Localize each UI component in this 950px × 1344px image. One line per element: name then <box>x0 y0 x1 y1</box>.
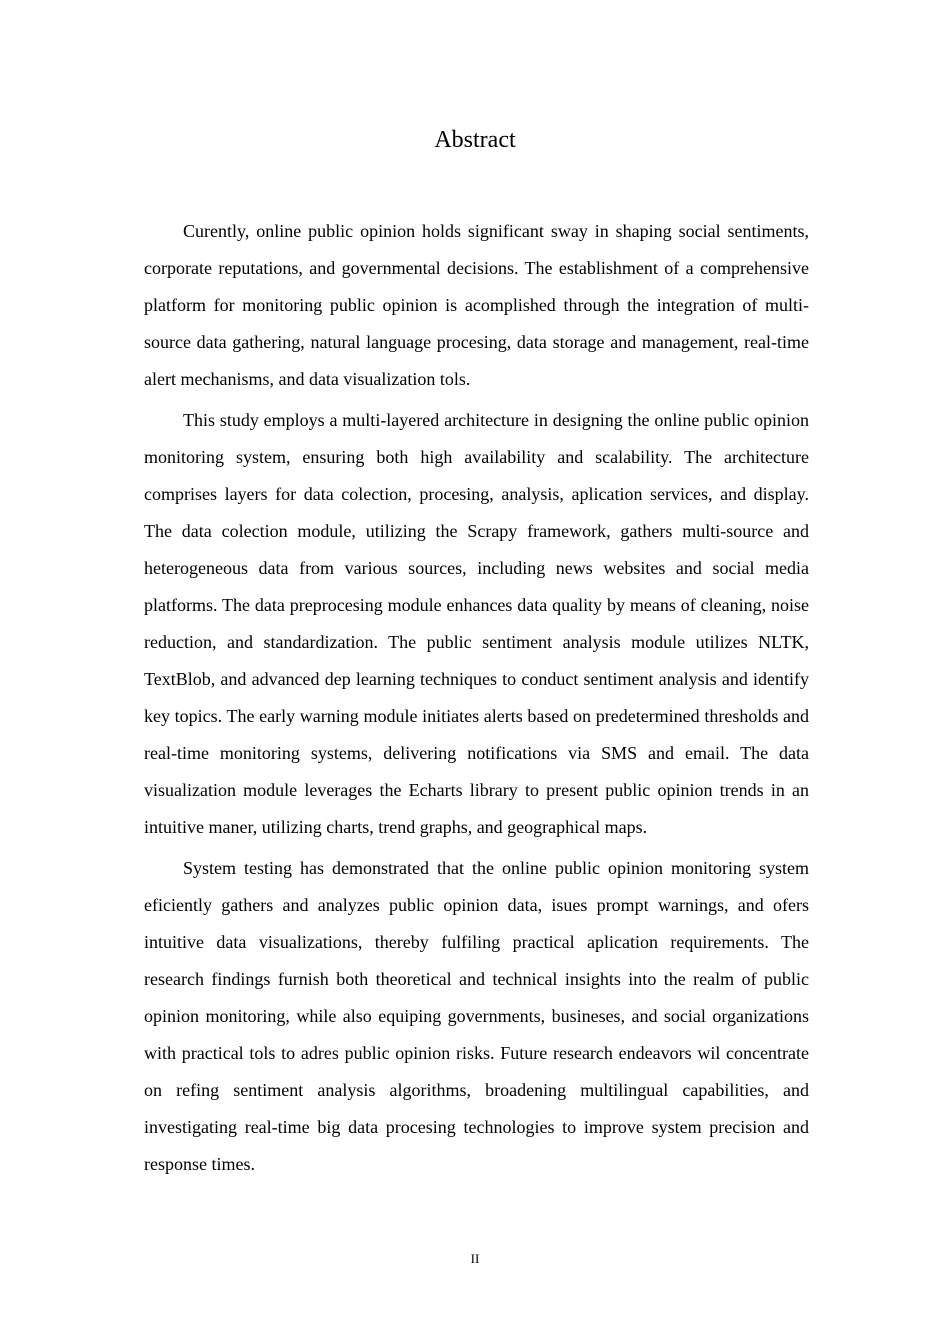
abstract-title: Abstract <box>434 127 516 153</box>
abstract-paragraph-3: System testing has demonstrated that the online public opinion monitoring system eficiently gathers and analyzes public opinion data, isues prompt warnings, and ofers intuitive data visualizations, thereby fulfiling practical aplication requirements. The research findings furnish both theoretical and technical insights into the realm of public opinion monitoring, while also equiping governments, busineses, and social organizations with practical tols to adres public opinion risks. Future research endeavors wil concentrate on refing sentiment analysis algorithms, broadening multilingual capabilities, and investigating real-time big data procesing technologies to improve system precision and response times. <box>144 858 809 1174</box>
abstract-paragraph-2: This study employs a multi-layered architecture in designing the online public opinion monitoring system, ensuring both high availability and scalability. The architecture comprises layers for data colection, procesing, analysis, aplication services, and display. The data colection module, utilizing the Scrapy framework, gathers multi-source and heterogeneous data from various sources, including news websites and social media platforms. The data preprocesing module enhances data quality by means of cleaning, noise reduction, and standardization. The public sentiment analysis module utilizes NLTK, TextBlob, and advanced dep learning techniques to conduct sentiment analysis and identify key topics. The early warning module initiates alerts based on predetermined thresholds and real-time monitoring systems, delivering notifications via SMS and email. The data visualization module leverages the Echarts library to present public opinion trends in an intuitive maner, utilizing charts, trend graphs, and geographical maps. <box>144 410 809 837</box>
abstract-body <box>144 213 809 1187</box>
page-number: II <box>470 1251 480 1266</box>
abstract-paragraph-1: Curently, online public opinion holds significant sway in shaping social sentiments, corporate reputations, and governmental decisions. The establishment of a comprehensive platform for monitoring public opinion is acomplished through the integration of multi-source data gathering, natural language procesing, data storage and management, real-time alert mechanisms, and data visualization tols. <box>144 221 809 389</box>
